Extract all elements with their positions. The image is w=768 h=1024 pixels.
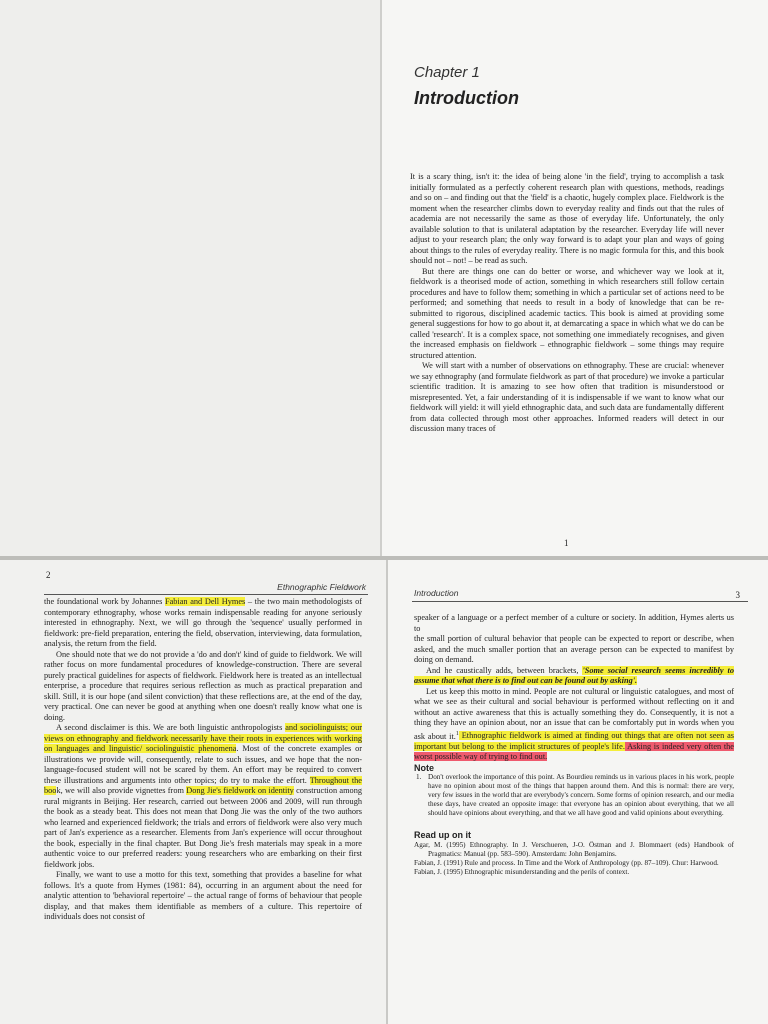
page-3-body (414, 613, 734, 877)
paragraph: But there are things one can do better or worse, and whichever way we look at it, fieldwork is a theorised mode of action, something in which researchers still follow certain procedures and have to follow them; something in which a particular set of actions need to be performed; and something that needs to result in a body of knowledge that can be re-submitted to rigorous, disciplined academic tactics. This book is aimed at providing some general suggestions for how to go about it, at demarcating a space in which what we do can be called 'research'. It is a complex space, not something one immediately recognises, and given the increased emphasis on fieldwork – ethnographic fieldwork – some things may require structured attention. (410, 266, 724, 360)
page-2-body (44, 597, 362, 923)
block-quote: the small portion of cultural behavior that people can be expected to report or describe, when asked, and the much smaller portion that an average person can be expected to manifest by doing on demand. (414, 634, 734, 664)
page-number: 2 (46, 570, 51, 580)
chapter-body (410, 172, 724, 435)
read-up-heading: Read up on it (414, 830, 471, 841)
reference: Agar, M. (1995) Ethnography. In J. Verschueren, J-O. Östman and J. Blommaert (eds) Handbook of Pragmatics: Manual (pp. 583–590). Amsterdam: John Benjamins. (414, 840, 734, 858)
paragraph: Finally, we want to use a motto for this text, something that provides a baseline for what follows. It's a quote from Hymes (1981: 84), occurring in an argument about the need for analytic attention to 'behavioral repertoire' – the actual range of forms of behaviour that people display, and that makes them identifiable as members of a culture. This repertoire of individuals does not consist of (44, 870, 362, 921)
chapter-label: Chapter 1 (414, 64, 480, 81)
paragraph: It is a scary thing, isn't it: the idea of being alone 'in the field', trying to accomplish a task initially formulated as a perfectly coherent research plan with questions, methods, readings and so on – and finding out that the 'field' is a chaotic, hugely complex place. Fieldwork is the moment when the researcher climbs down to everyday reality and finds out that the rules of academia are not necessarily the same as those of everyday life. Unfortunately, the only available solution to that is unilateral adaptation by the researcher. Everyday life will never adjust to your research plan; the only way forward is to adapt your plan and ways of going about things to the rules of everyday reality. There is no magic formula for this, and this book should not – not! – be read as such. (410, 172, 724, 265)
highlight: and sociolinguists; our views on ethnography and fieldwork necessarily have their roots in experiences with working on languages and linguistic/ sociolinguistic phenomena (44, 723, 362, 753)
highlight: Fabian and Dell Hymes (165, 597, 246, 606)
left-page-2 (0, 560, 386, 1024)
page-number: 3 (735, 590, 740, 600)
reference: Fabian, J. (1991) Rule and process. In Time and the Work of Anthropology (pp. 87–109). Chur: Harwood. (414, 858, 719, 867)
paragraph: speaker of a language or a perfect member of a culture or society. In addition, Hymes alerts us to (414, 613, 734, 633)
header-rule (44, 594, 368, 595)
blank-left-page (0, 0, 380, 556)
paragraph: the foundational work by Johannes Fabian and Dell Hymes – the two main methodologists of contemporary ethnography, whose works remain indispensable reading for anyone seriously interested in ethnography. Next, we will go through the 'sequence' usually performed in fieldwork: pre-field preparation, entering the field, observation, interviewing, data formulation, analysis, the return from the field. (44, 597, 362, 648)
highlight: Dong Jie's fieldwork on identity (186, 786, 294, 795)
paragraph: Let us keep this motto in mind. People are not cultural or linguistic catalogues, and most of what we see as their cultural and social behaviour is performed without reflecting on it and without an active awareness that this is actually something they do. Consequently, it is not a thing they have an opinion about, nor an issue that can be comfortably put in words when you ask about it.$^1$ Ethnographic fieldwork is aimed at finding out things that are often not seen as important but belong to the implicit structures of people's life. Asking is indeed very often the worst possible way of trying to find out. (414, 686, 735, 762)
page-number: 1 (564, 538, 569, 548)
chapter-title: Introduction (414, 88, 519, 108)
highlight: 'Some social research seems incredibly to assume that what there is to find out can be found out by asking'. (414, 665, 734, 685)
running-head: Introduction (414, 588, 459, 598)
right-page-3 (388, 560, 768, 1024)
reference: Fabian, J. (1995) Ethnographic misunderstanding and the perils of context. (414, 867, 630, 876)
paragraph: A second disclaimer is this. We are both linguistic anthropologists and sociolinguists; our views on ethnography and fieldwork necessarily have their roots in experiences with working on languages and linguistic/ sociolinguistic phenomena. Most of the concrete examples or illustrations we provide will, consequently, relate to such issues, and we hope that the non-language-focused student will not be scared by them. An effort may be required to convert these illustrations and arguments into other topics; do try to make the effort. Throughout the book, we will also provide vignettes from Dong Jie's fieldwork on identity construction among rural migrants in Beijing. Her research, carried out between 2006 and 2009, will run through the book as a steady beat. This does not mean that Dong Jie was the only of the two authors who learned and experienced fieldwork; the trials and errors of fieldwork were also very much part of Jan's experience as a researcher. Elements from Jan's experience will occur throughout the book, especially in the final chapter. But Dong Jie's fresh materials may speak in a more authentic voice to our preferred readers: young researchers who are embarking on their first fieldwork jobs. (44, 723, 363, 869)
highlight-pink: Asking is indeed very often the worst possible way of trying to find out. (414, 741, 734, 762)
note-heading: Note (414, 762, 434, 773)
chapter-opening-page (382, 0, 768, 556)
paragraph: We will start with a number of observations on ethnography. These are crucial: whenever we say ethnography (and formulate fieldwork as part of that procedure) we invoke a particular scientific tradition. It is amazing to see how often that tradition is misunderstood or misrepresented. Yet, a fair understanding of it is indispensable if we want to know what our fieldwork will yield: it will yield ethnographic data, and such data are fundamentally different from data collected through most other approaches. Informed readers will detect in our discussion many traces of (410, 361, 724, 433)
paragraph: One should note that we do not provide a 'do and don't' kind of guide to fieldwork. We will rather focus on more fundamental procedures of knowledge-construction. There are several purely practical guidelines for aspects of fieldwork. Fieldwork here is treated as an intellectual enterprise, a procedure that requires serious reflection as much as practical preparation and skill. Still, it is our hope (and silent conviction) that these reflections are, at the end of the day, very practical. One can never be good at anything when one doesn't really know what one is doing. (44, 649, 362, 722)
highlight: Ethnographic fieldwork is aimed at finding out things that are often not seen as important but belong to the implicit structures of people's life. (414, 731, 735, 751)
header-rule (412, 601, 748, 602)
note-item: 1. Don't overlook the importance of this point. As Bourdieu reminds us in various places in his work, people have no opinion about most of the things that happen around them. And this is normal: there are very, very few issues in the world that are everybody's concern. Some forms of opinion research, and our media these days, have created an opposite image: that everyone has an opinion about everything, that we all should have opinions about everything, and that we all have good and valid opinions about everything. (416, 773, 734, 818)
paragraph: And he caustically adds, between brackets, 'Some social research seems incredibly to assume that what there is to find out can be found out by asking'. (414, 665, 734, 685)
running-head: Ethnographic Fieldwork (277, 582, 366, 592)
highlight: Throughout the boo (44, 775, 362, 795)
